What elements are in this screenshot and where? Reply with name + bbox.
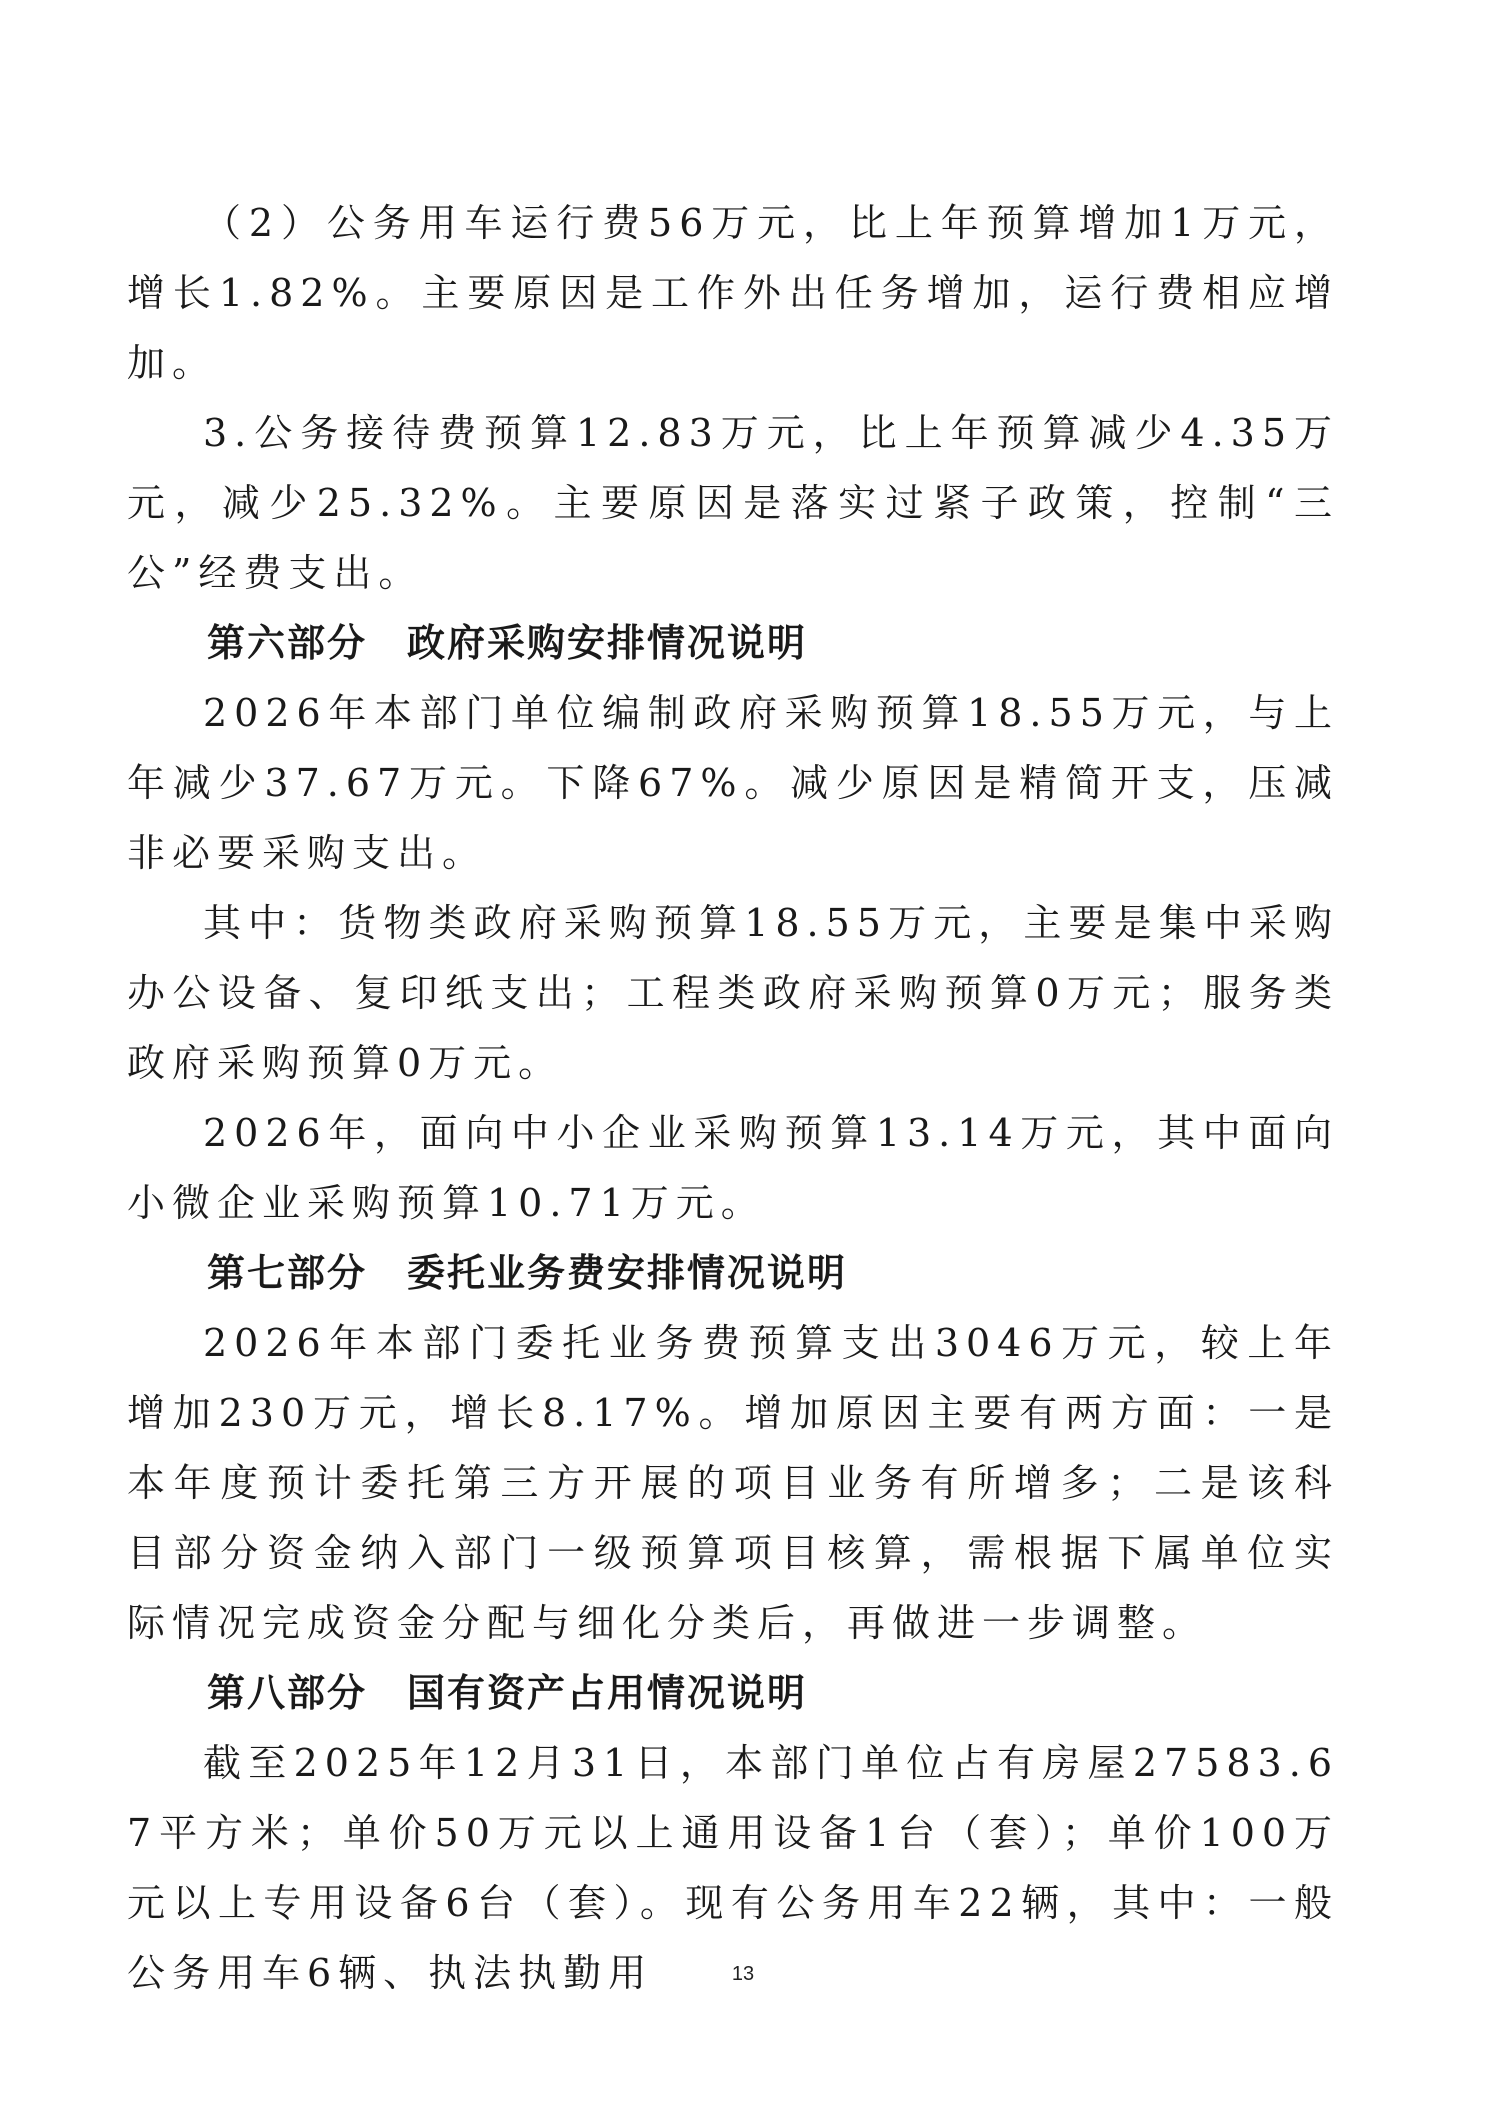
section-heading-part-eight: 第八部分 国有资产占用情况说明 bbox=[207, 1671, 808, 1715]
paragraph-procurement-budget: 2026年本部门单位编制政府采购预算18.55万元，与上年减少37.67万元。下降67%。减少原因是精简开支，压减非必要采购支出。 bbox=[127, 691, 1339, 875]
section-heading-part-six: 第六部分 政府采购安排情况说明 bbox=[207, 621, 808, 665]
section-heading-part-seven: 第七部分 委托业务费安排情况说明 bbox=[207, 1251, 848, 1295]
paragraph-procurement-breakdown: 其中：货物类政府采购预算18.55万元，主要是集中采购办公设备、复印纸支出；工程类政府采购预算0万元；服务类政府采购预算0万元。 bbox=[127, 901, 1339, 1085]
paragraph-commissioned-business: 2026年本部门委托业务费预算支出3046万元，较上年增加230万元，增长8.17%。增加原因主要有两方面：一是本年度预计委托第三方开展的项目业务有所增多；二是该科目部分资金纳入部门一级预算项目核算，需根据下属单位实际情况完成资金分配与细化分类后，再做进一步调整。 bbox=[127, 1321, 1339, 1645]
paragraph-sme-procurement: 2026年，面向中小企业采购预算13.14万元，其中面向小微企业采购预算10.71万元。 bbox=[127, 1111, 1339, 1225]
paragraph-reception-cost: 3.公务接待费预算12.83万元，比上年预算减少4.35万元，减少25.32%。主要原因是落实过紧子政策，控制“三公”经费支出。 bbox=[127, 411, 1339, 595]
paragraph-vehicle-operating-cost: （2）公务用车运行费56万元，比上年预算增加1万元，增长1.82%。主要原因是工作外出任务增加，运行费相应增加。 bbox=[127, 201, 1339, 385]
page-number: 13 bbox=[731, 1963, 755, 1985]
paragraph-state-assets: 截至2025年12月31日，本部门单位占有房屋27583.67平方米；单价50万元以上通用设备1台（套）；单价100万元以上专用设备6台（套）。现有公务用车22辆，其中：一般公务用车6辆、执法执勤用 bbox=[127, 1741, 1339, 1995]
document-body bbox=[127, 188, 1339, 2008]
